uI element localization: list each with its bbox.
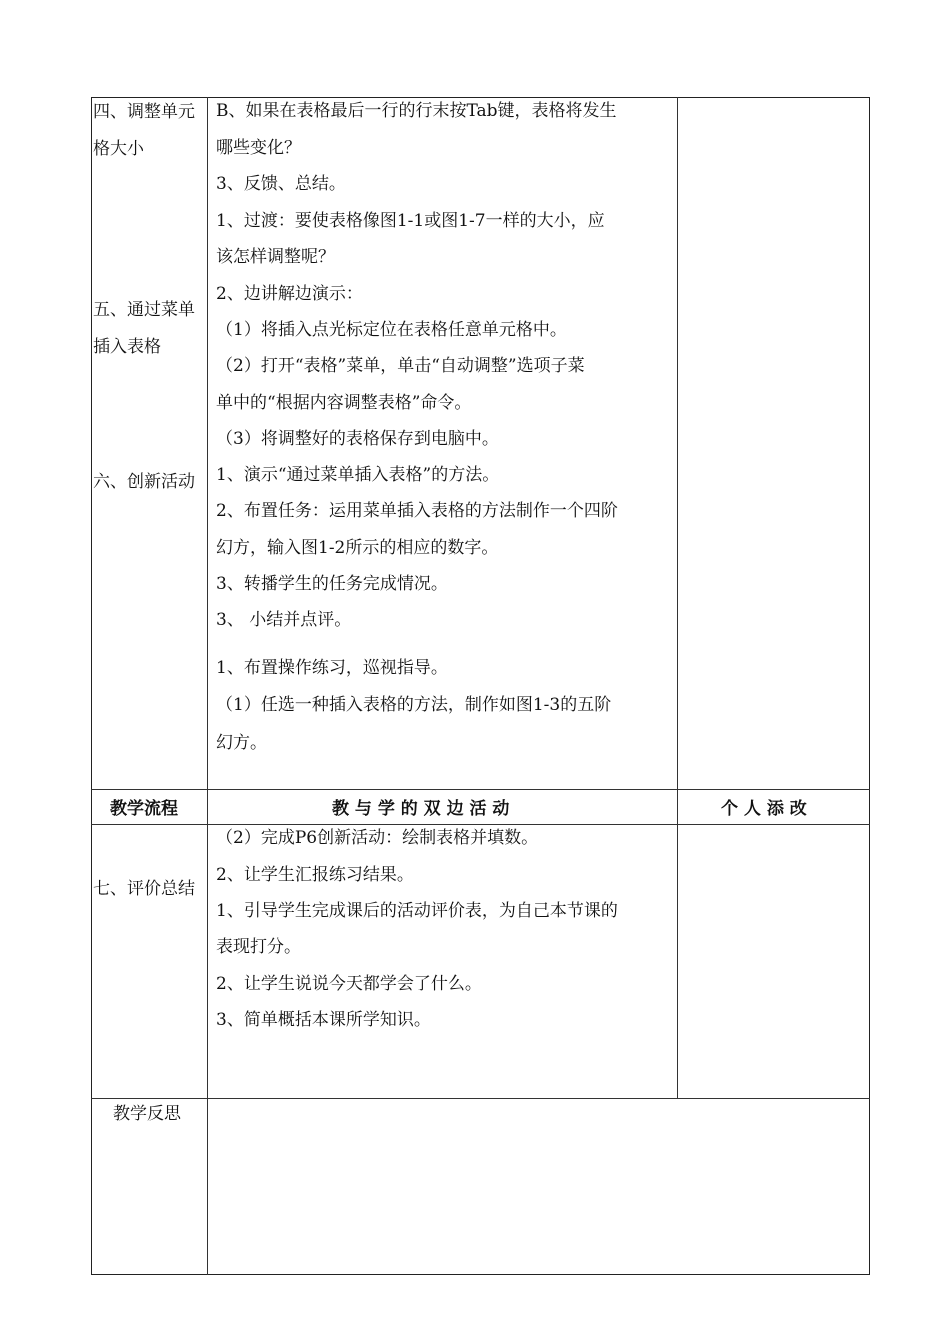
- activity-line: 2、边讲解边演示：: [216, 284, 363, 304]
- activity-line: （1）任选一种插入表格的方法，制作如图1-3的五阶: [216, 695, 612, 715]
- section-label-6: [93, 464, 195, 501]
- section-label-5-line2: 插入表格: [93, 337, 161, 357]
- activity-line: 3、反馈、总结。: [216, 174, 346, 194]
- activity-line: 3、简单概括本课所学知识。: [216, 1010, 431, 1030]
- header-personal-edits: 个 人 添 改: [721, 799, 807, 819]
- header-bottom-rule: [91, 824, 870, 825]
- activity-line: 2、布置任务：运用菜单插入表格的方法制作一个四阶: [216, 501, 618, 521]
- activity-line: 幻方，输入图1-2所示的相应的数字。: [216, 538, 499, 558]
- header-top-rule: [91, 789, 870, 790]
- section-label-4-line1: 四、调整单元: [93, 102, 195, 122]
- activity-line: （2）完成P6创新活动：绘制表格并填数。: [216, 828, 539, 848]
- section-label-7: 七、评价总结: [93, 879, 195, 899]
- activity-line: 1、过渡：要使表格像图1-1或图1-7一样的大小，应: [216, 211, 605, 231]
- activity-line: 3、转播学生的任务完成情况。: [216, 574, 448, 594]
- section-label-4: [93, 94, 195, 168]
- activity-line: 哪些变化？: [216, 138, 301, 158]
- reflection-top-rule: [91, 1098, 870, 1099]
- activity-line: 1、布置操作练习，巡视指导。: [216, 658, 448, 678]
- activity-line: 表现打分。: [216, 937, 301, 957]
- activity-line: 2、让学生汇报练习结果。: [216, 865, 414, 885]
- activity-line: 单中的“根据内容调整表格”命令。: [216, 393, 472, 413]
- header-teaching-flow: 教学流程: [110, 799, 178, 819]
- activity-line: 幻方。: [216, 733, 267, 753]
- section-label-6-line1: 六、创新活动: [93, 472, 195, 492]
- activity-line: 3、 小结并点评。: [216, 610, 352, 630]
- activity-line: （1）将插入点光标定位在表格任意单元格中。: [216, 320, 567, 340]
- activity-line: 该怎样调整呢？: [216, 247, 335, 267]
- activity-line: （3）将调整好的表格保存到电脑中。: [216, 429, 499, 449]
- column-divider-2: [677, 97, 678, 1098]
- activity-line: B、如果在表格最后一行的行末按Tab键，表格将发生: [216, 101, 617, 121]
- header-two-way-activity: 教 与 学 的 双 边 活 动: [332, 799, 510, 819]
- activity-line: 2、让学生说说今天都学会了什么。: [216, 974, 482, 994]
- section-label-4-line2: 格大小: [93, 139, 144, 159]
- activity-line: 1、引导学生完成课后的活动评价表，为自己本节课的: [216, 901, 618, 921]
- section-label-5-line1: 五、通过菜单: [93, 300, 195, 320]
- section-label-5: [93, 292, 195, 366]
- activity-line: 1、演示“通过菜单插入表格”的方法。: [216, 465, 500, 485]
- teaching-reflection-label: 教学反思: [113, 1104, 181, 1124]
- activity-line: （2）打开“表格”菜单，单击“自动调整”选项子菜: [216, 356, 585, 376]
